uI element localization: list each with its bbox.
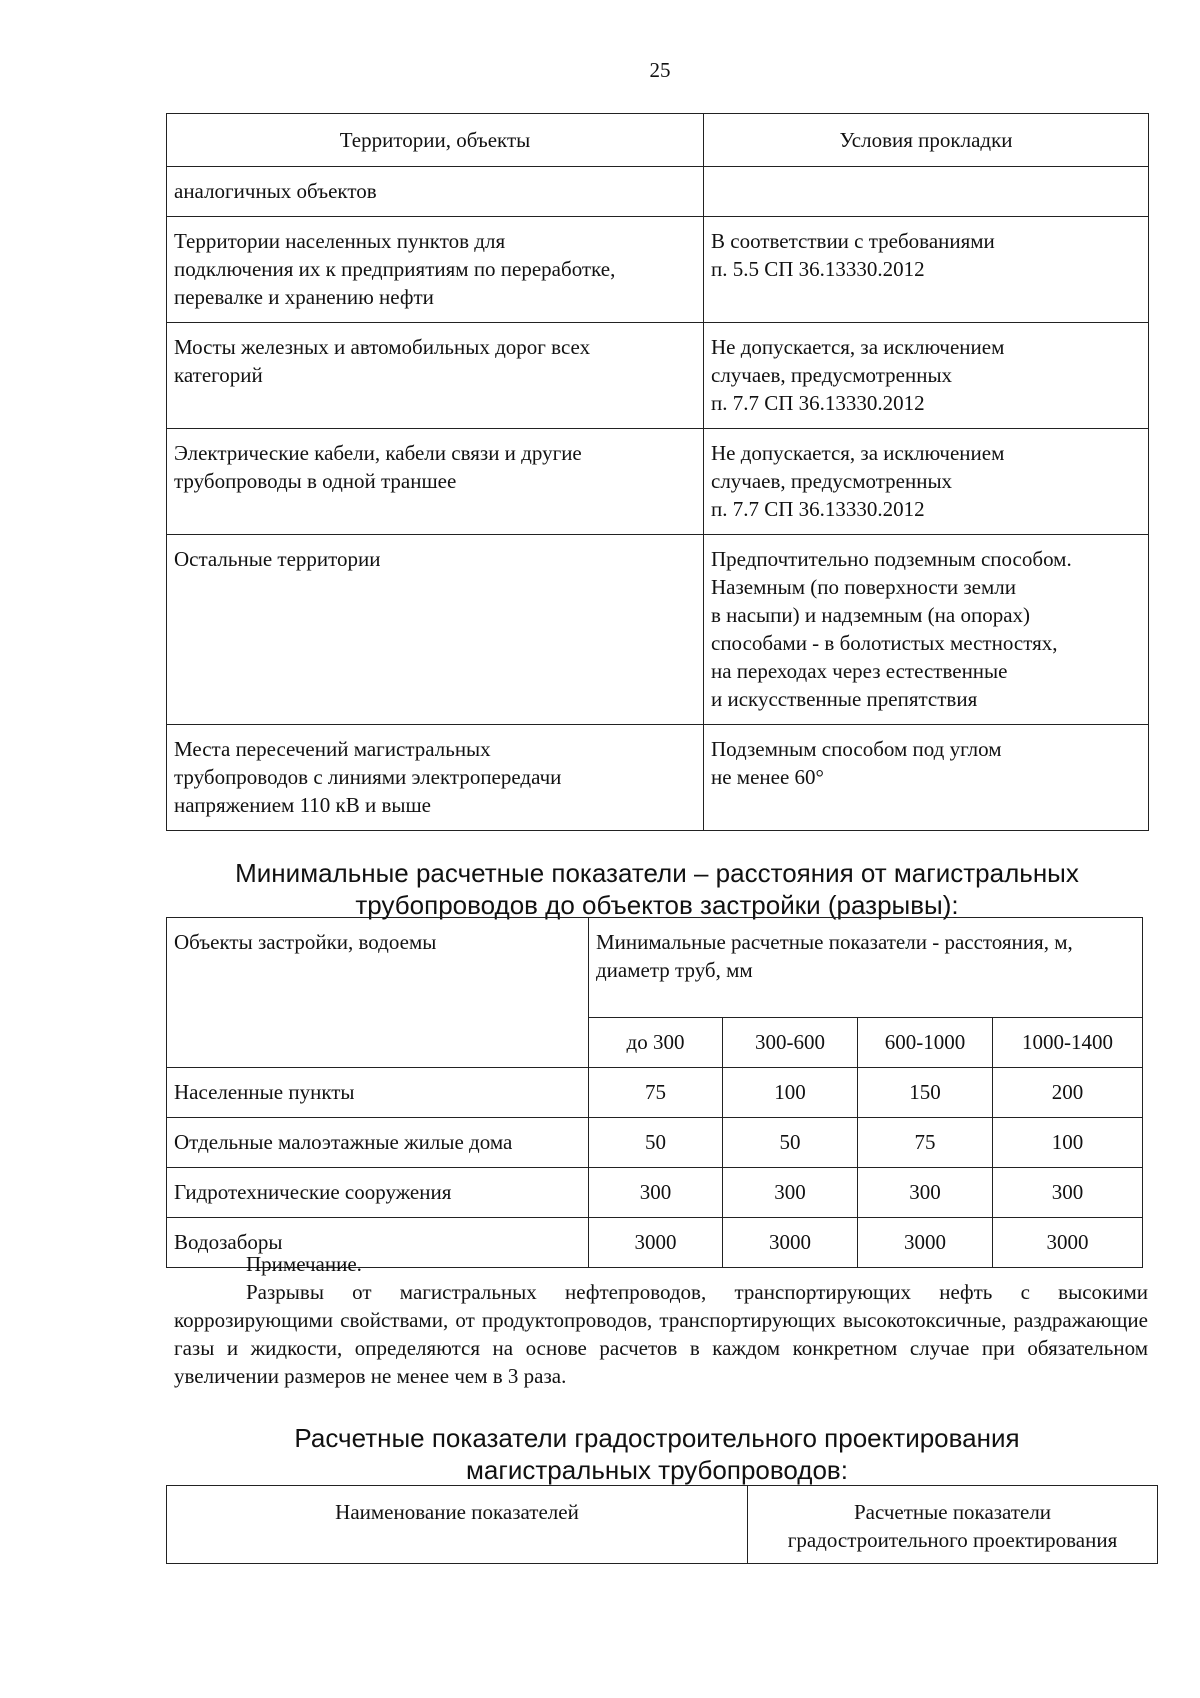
table-header-row <box>167 114 1149 167</box>
table-cell-territory: Электрические кабели, кабели связи и другие трубопроводы в одной траншее <box>167 429 704 535</box>
header-min-distances: Минимальные расчетные показатели - расстояния, м, диаметр труб, мм <box>589 918 1143 1018</box>
table-cell-value: 300 <box>589 1168 723 1218</box>
table-cell-object: Отдельные малоэтажные жилые дома <box>167 1118 589 1168</box>
header-diameter: 600-1000 <box>858 1018 993 1068</box>
table-cell-object: Водозаборы <box>167 1218 589 1268</box>
table-row <box>167 1118 1143 1168</box>
header-indicator-name: Наименование показателей <box>167 1486 748 1564</box>
table-cell-condition: Не допускается, за исключением случаев, предусмотренных п. 7.7 СП 36.13330.2012 <box>704 429 1149 535</box>
header-territories: Территории, объекты <box>167 114 704 167</box>
table-cell-territory: Места пересечений магистральных трубопроводов с линиями электропередачи напряжением 110 кВ и выше <box>167 725 704 831</box>
table-cell-condition: Подземным способом под углом не менее 60° <box>704 725 1149 831</box>
table-row <box>167 323 1149 429</box>
section-title-line: Расчетные показатели градостроительного проектирования <box>294 1423 1020 1453</box>
indicators-table <box>166 1485 1158 1564</box>
table-cell-value: 3000 <box>993 1218 1143 1268</box>
header-conditions: Условия прокладки <box>704 114 1149 167</box>
section-title-distances <box>166 857 1148 921</box>
table-cell-value: 75 <box>589 1068 723 1118</box>
table-row <box>167 535 1149 725</box>
table-row <box>167 217 1149 323</box>
table-cell-condition: Не допускается, за исключением случаев, предусмотренных п. 7.7 СП 36.13330.2012 <box>704 323 1149 429</box>
page-number: 25 <box>649 58 671 82</box>
header-diameter: 300-600 <box>723 1018 858 1068</box>
table-cell-value: 100 <box>723 1068 858 1118</box>
table-cell-value: 75 <box>858 1118 993 1168</box>
table-cell-condition: В соответствии с требованиями п. 5.5 СП 36.13330.2012 <box>704 217 1149 323</box>
laying-conditions-table <box>166 113 1149 831</box>
table-cell-value: 300 <box>858 1168 993 1218</box>
header-objects: Объекты застройки, водоемы <box>167 918 589 1068</box>
table-cell-value: 3000 <box>723 1218 858 1268</box>
table-cell-value: 300 <box>993 1168 1143 1218</box>
table-row <box>167 1068 1143 1118</box>
table-cell-territory: Территории населенных пунктов для подключения их к предприятиям по переработке, перевалке и хранению нефти <box>167 217 704 323</box>
table-cell-value: 50 <box>589 1118 723 1168</box>
table-row <box>167 1168 1143 1218</box>
table-cell-value: 100 <box>993 1118 1143 1168</box>
note-text: Разрывы от магистральных нефтепроводов, транспортирующих нефть с высокими коррозирующими свойствами, от продуктопроводов, транспортирующих высокотоксичные, раздражающие газы и жидкости, определяются на основе расчетов в каждом конкретном случае при обязательном увеличении размеров не менее чем в 3 раза. <box>174 1280 1148 1388</box>
distances-table <box>166 917 1143 1268</box>
table-cell-value: 3000 <box>589 1218 723 1268</box>
table-row <box>167 429 1149 535</box>
table-cell-value: 300 <box>723 1168 858 1218</box>
table-cell-value: 200 <box>993 1068 1143 1118</box>
header-diameter: до 300 <box>589 1018 723 1068</box>
table-cell-object: Гидротехнические сооружения <box>167 1168 589 1218</box>
section-title-line: Минимальные расчетные показатели – расстояния от магистральных <box>235 858 1079 888</box>
table-row <box>167 167 1149 217</box>
table-cell-territory: Остальные территории <box>167 535 704 725</box>
header-indicator-values: Расчетные показатели градостроительного проектирования <box>748 1486 1158 1564</box>
table-cell-object: Населенные пункты <box>167 1068 589 1118</box>
section-title-indicators <box>166 1422 1148 1486</box>
table-header-row <box>167 1486 1158 1564</box>
table-cell-territory: аналогичных объектов <box>167 167 704 217</box>
table-cell-value: 150 <box>858 1068 993 1118</box>
table-cell-value: 50 <box>723 1118 858 1168</box>
table-header-row <box>167 918 1143 1018</box>
section-title-line: трубопроводов до объектов застройки (разрывы): <box>355 890 959 920</box>
section-title-line: магистральных трубопроводов: <box>466 1455 848 1485</box>
table-cell-territory: Мосты железных и автомобильных дорог всех категорий <box>167 323 704 429</box>
table-cell-value: 3000 <box>858 1218 993 1268</box>
table-cell-condition <box>704 167 1149 217</box>
header-diameter: 1000-1400 <box>993 1018 1143 1068</box>
table-row <box>167 725 1149 831</box>
note-title: Примечание. <box>246 1252 362 1276</box>
table-cell-condition: Предпочтительно подземным способом. Наземным (по поверхности земли в насыпи) и надземным (на опорах) способами - в болотистых местностях, на переходах через естественные и искусственные препятствия <box>704 535 1149 725</box>
